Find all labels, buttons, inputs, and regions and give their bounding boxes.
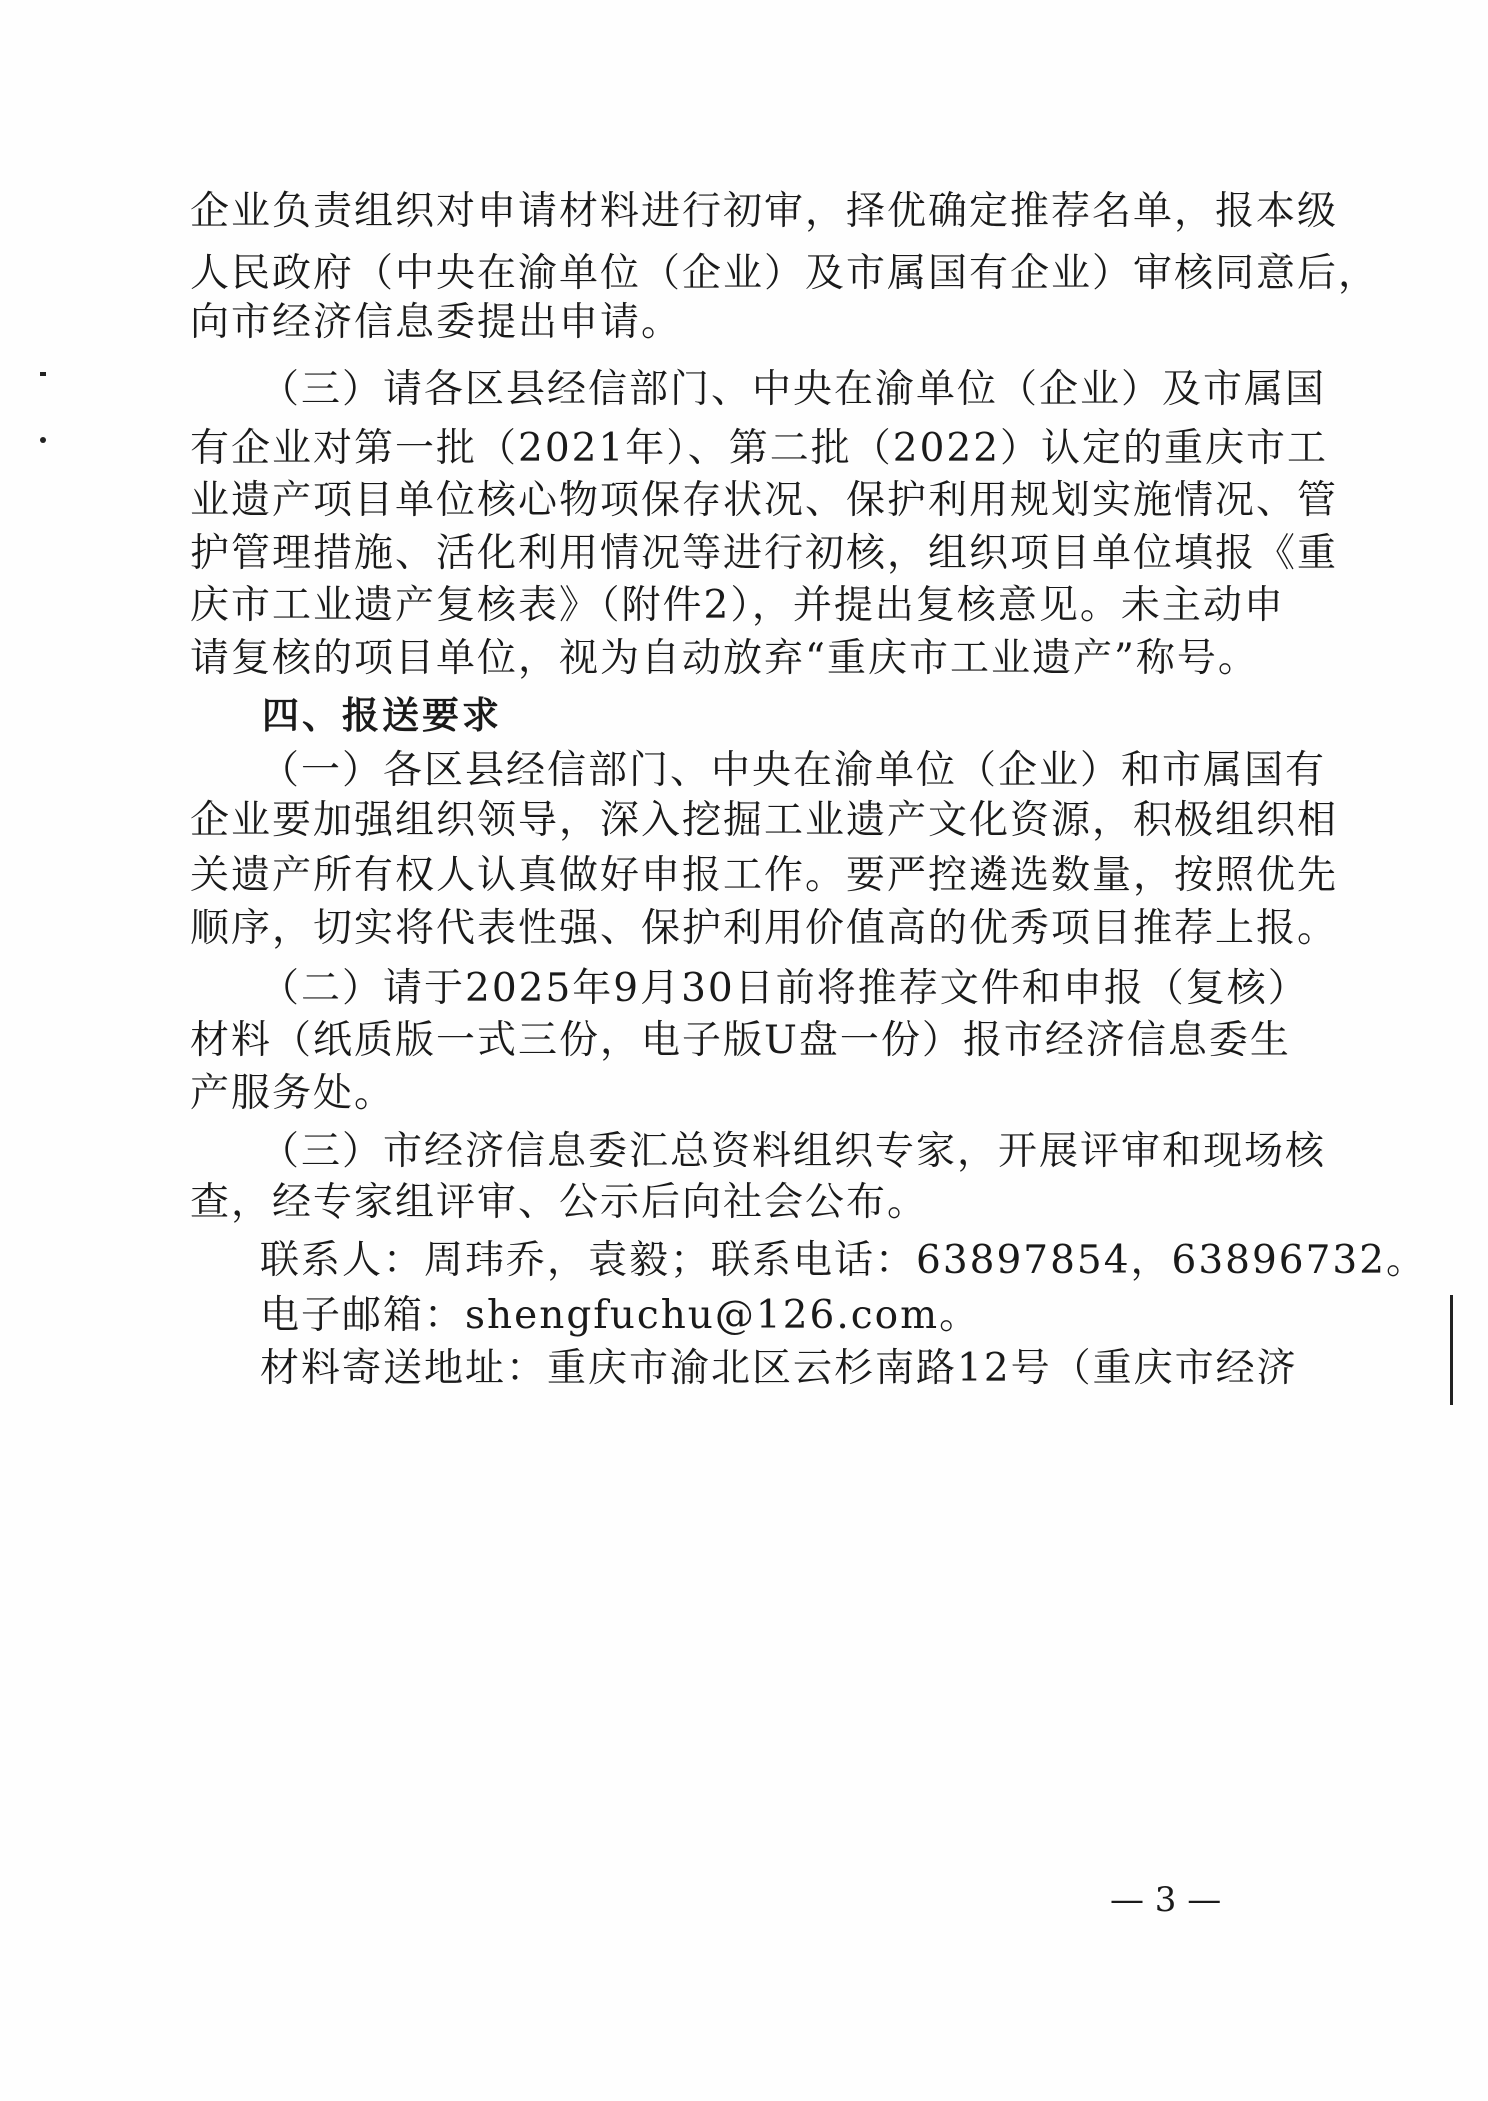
scan-edge-mark [1450, 1295, 1453, 1405]
paragraph-line: 查，经专家组评审、公示后向社会公布。 [190, 1180, 929, 1225]
paragraph-line: （二）请于2025年9月30日前将推荐文件和申报（复核） [260, 966, 1309, 1011]
paragraph-line: 向市经济信息委提出申请。 [190, 300, 683, 345]
paragraph-line: 庆市工业遗产复核表》（附件2），并提出复核意见。未主动申 [190, 583, 1285, 628]
paragraph-line: 业遗产项目单位核心物项保存状况、保护利用规划实施情况、管 [190, 478, 1339, 523]
page-number: — 3 — [1110, 1880, 1222, 1920]
scan-speck [40, 437, 46, 443]
paragraph-line: 产服务处。 [190, 1071, 396, 1116]
paragraph-line: （一）各区县经信部门、中央在渝单位（企业）和市属国有 [260, 748, 1327, 793]
address-line: 材料寄送地址：重庆市渝北区云杉南路12号（重庆市经济 [260, 1346, 1298, 1391]
contact-line: 联系人：周玮乔，袁毅；联系电话：63897854，63896732。 [260, 1238, 1428, 1283]
paragraph-line: （三）市经济信息委汇总资料组织专家，开展评审和现场核 [260, 1129, 1327, 1174]
paragraph-line: 企业要加强组织领导，深入挖掘工业遗产文化资源，积极组织相 [190, 798, 1339, 843]
paragraph-line: 企业负责组织对申请材料进行初审，择优确定推荐名单，报本级 [190, 189, 1339, 234]
paragraph-line: 有企业对第一批（2021年）、第二批（2022）认定的重庆市工 [190, 426, 1329, 471]
paragraph-line: （三）请各区县经信部门、中央在渝单位（企业）及市属国 [260, 367, 1327, 412]
section-heading: 四、报送要求 [262, 694, 502, 737]
paragraph-line: 材料（纸质版一式三份，电子版U盘一份）报市经济信息委生 [190, 1018, 1291, 1063]
scan-speck [40, 372, 46, 376]
paragraph-line: 顺序，切实将代表性强、保护利用价值高的优秀项目推荐上报。 [190, 906, 1339, 951]
paragraph-line: 请复核的项目单位，视为自动放弃“重庆市工业遗产”称号。 [190, 636, 1259, 681]
email-line: 电子邮箱：shengfuchu@126.com。 [260, 1293, 981, 1338]
paragraph-line: 人民政府（中央在渝单位（企业）及市属国有企业）审核同意后， [190, 251, 1380, 296]
paragraph-line: 关遗产所有权人认真做好申报工作。要严控遴选数量，按照优先 [190, 853, 1339, 898]
paragraph-line: 护管理措施、活化利用情况等进行初核，组织项目单位填报《重 [190, 531, 1339, 576]
